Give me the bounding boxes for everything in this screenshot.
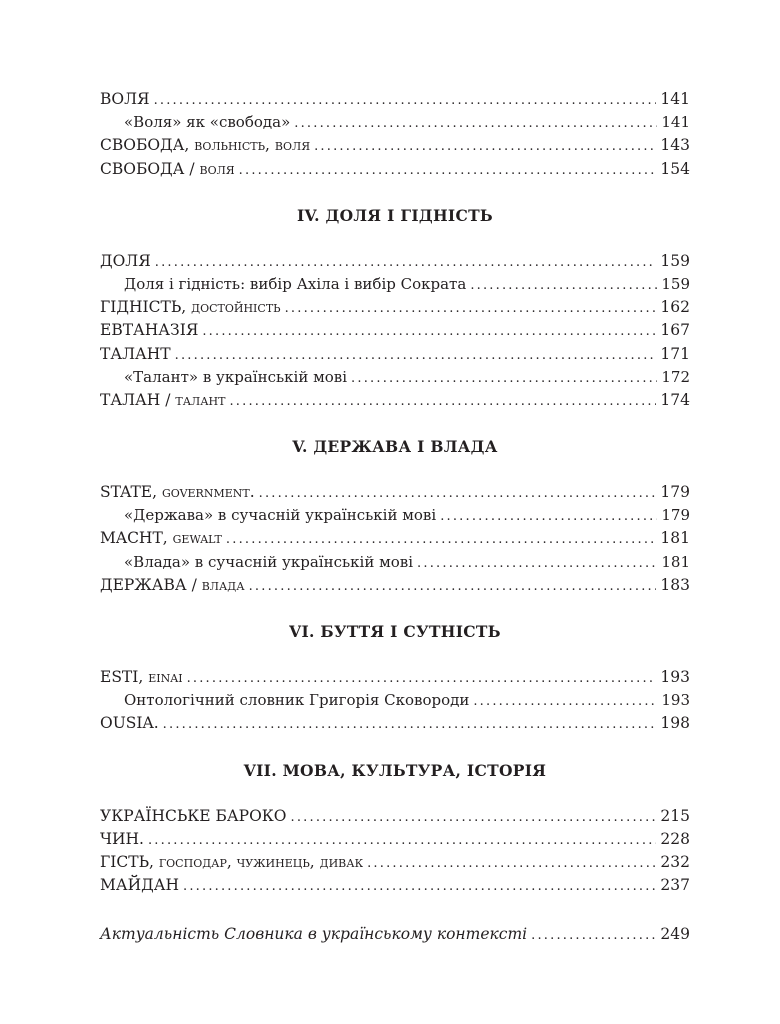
dot-leader: [285, 297, 657, 320]
page-number: 141: [661, 113, 690, 132]
toc-entry[interactable]: [100, 88, 690, 111]
dot-leader: [175, 344, 657, 367]
entry-title: «Воля» як «свобода»: [124, 113, 291, 132]
toc-final-group: [100, 923, 690, 946]
page-number: 237: [660, 876, 690, 895]
entry-title: «Влада» в сучасній українській мові: [124, 552, 414, 571]
toc-entry[interactable]: [100, 923, 690, 946]
page-number: 249: [660, 925, 690, 944]
page-number: 159: [661, 274, 690, 293]
entry-title: Онтологічний словник Григорія Сковороди: [124, 691, 470, 710]
dot-leader: [148, 829, 656, 852]
dot-leader: [531, 924, 656, 947]
toc-group: [100, 88, 690, 181]
dot-leader: [154, 89, 657, 112]
entry-title: «Талант» в українській мові: [124, 367, 348, 386]
entry-title: МАЙДАН: [100, 876, 179, 895]
entry-title: Доля і гідність: вибір Ахіла і вибір Сократа: [124, 274, 467, 293]
entry-title: ТАЛАНТ: [100, 344, 171, 363]
entry-title: ВОЛЯ: [100, 90, 150, 108]
dot-leader: [440, 505, 657, 528]
entry-title: ГІДНІСТЬ, достойність: [100, 298, 281, 317]
page-number: 141: [660, 90, 690, 108]
dot-leader: [239, 159, 657, 182]
dot-leader: [155, 251, 657, 274]
entry-title: MACHT, gewalt: [100, 529, 222, 548]
entry-title: ESTI, einai: [100, 668, 183, 686]
toc-entry[interactable]: [100, 805, 690, 828]
page-number: 172: [661, 367, 690, 386]
toc-subentry[interactable]: [100, 689, 690, 712]
entry-title: СВОБОДА, вольність, воля: [100, 136, 311, 155]
section-heading: VII. МОВА, КУЛЬТУРА, ІСТОРІЯ: [243, 760, 547, 780]
toc-entry[interactable]: [100, 343, 690, 366]
page-number: 159: [660, 251, 690, 270]
toc-subentry[interactable]: [100, 551, 690, 574]
page-number: 167: [660, 321, 690, 340]
page-number: 171: [660, 344, 690, 363]
page-number: 162: [660, 298, 690, 317]
entry-title: ДОЛЯ: [100, 251, 151, 270]
page-number: 143: [660, 136, 690, 155]
dot-leader: [291, 806, 657, 829]
page-number: 215: [660, 806, 690, 825]
section-heading: V. ДЕРЖАВА І ВЛАДА: [292, 437, 498, 457]
page-number: 179: [660, 483, 690, 502]
section-heading: IV. ДОЛЯ І ГІДНІСТЬ: [296, 205, 494, 225]
dot-leader: [202, 320, 656, 343]
entry-title: СВОБОДА / воля: [100, 159, 235, 178]
page-number: 193: [660, 668, 690, 686]
toc-subentry[interactable]: [100, 504, 690, 527]
page-number: 154: [660, 159, 690, 178]
toc-entry[interactable]: [100, 874, 690, 897]
toc-subentry[interactable]: [100, 111, 690, 134]
page-number: 179: [661, 506, 690, 525]
toc-entry[interactable]: [100, 389, 690, 412]
toc-entry[interactable]: [100, 319, 690, 342]
toc-entry[interactable]: [100, 527, 690, 550]
entry-title: Актуальність Словника в українському контексті: [100, 925, 528, 944]
dot-leader: [351, 367, 657, 390]
page-number: 228: [660, 829, 690, 848]
toc-group: [100, 250, 690, 412]
page-number: 181: [660, 529, 690, 548]
entry-title: ЕВТАНАЗІЯ: [100, 321, 199, 340]
entry-title: ДЕРЖАВА / влада: [100, 575, 245, 594]
toc-subentry[interactable]: [100, 366, 690, 389]
dot-leader: [314, 135, 656, 158]
dot-leader: [470, 274, 657, 297]
dot-leader: [473, 690, 657, 713]
section-heading: VI. БУТТЯ І СУТНІСТЬ: [289, 622, 501, 641]
table-of-contents: [100, 88, 690, 947]
toc-entry[interactable]: [100, 712, 690, 735]
entry-title: OUSIA.: [100, 714, 159, 733]
page-number: 198: [660, 714, 690, 733]
toc-entry[interactable]: [100, 828, 690, 851]
toc-entry[interactable]: [100, 574, 690, 597]
dot-leader: [367, 852, 656, 875]
dot-leader: [249, 575, 657, 598]
entry-title: «Держава» в сучасній українській мові: [124, 506, 437, 525]
entry-title: STATE, government.: [100, 483, 255, 502]
dot-leader: [226, 528, 657, 551]
page-number: 174: [660, 390, 690, 409]
toc-entry[interactable]: [100, 296, 690, 319]
entry-title: ЧИН.: [100, 829, 144, 848]
toc-subentry[interactable]: [100, 273, 690, 296]
toc-group: [100, 805, 690, 898]
dot-leader: [183, 875, 656, 898]
page-number: 232: [660, 852, 690, 871]
dot-leader: [294, 112, 657, 135]
page-number: 193: [661, 691, 690, 710]
dot-leader: [417, 552, 657, 575]
dot-leader: [187, 667, 657, 690]
page-number: 183: [660, 575, 690, 594]
toc-group: [100, 481, 690, 597]
toc-entry[interactable]: [100, 158, 690, 181]
dot-leader: [163, 713, 657, 736]
dot-leader: [259, 482, 657, 505]
toc-entry[interactable]: [100, 666, 690, 689]
toc-entry[interactable]: [100, 250, 690, 273]
entry-title: ГІСТЬ, господар, чужинець, дивак: [100, 852, 364, 871]
toc-entry[interactable]: [100, 851, 690, 874]
entry-title: УКРАЇНСЬКЕ БАРОКО: [100, 806, 287, 825]
dot-leader: [229, 390, 656, 413]
page-number: 181: [661, 552, 690, 571]
toc-entry[interactable]: [100, 134, 690, 157]
toc-group: [100, 666, 690, 736]
toc-entry[interactable]: [100, 481, 690, 504]
entry-title: ТАЛАН / талант: [100, 390, 226, 409]
